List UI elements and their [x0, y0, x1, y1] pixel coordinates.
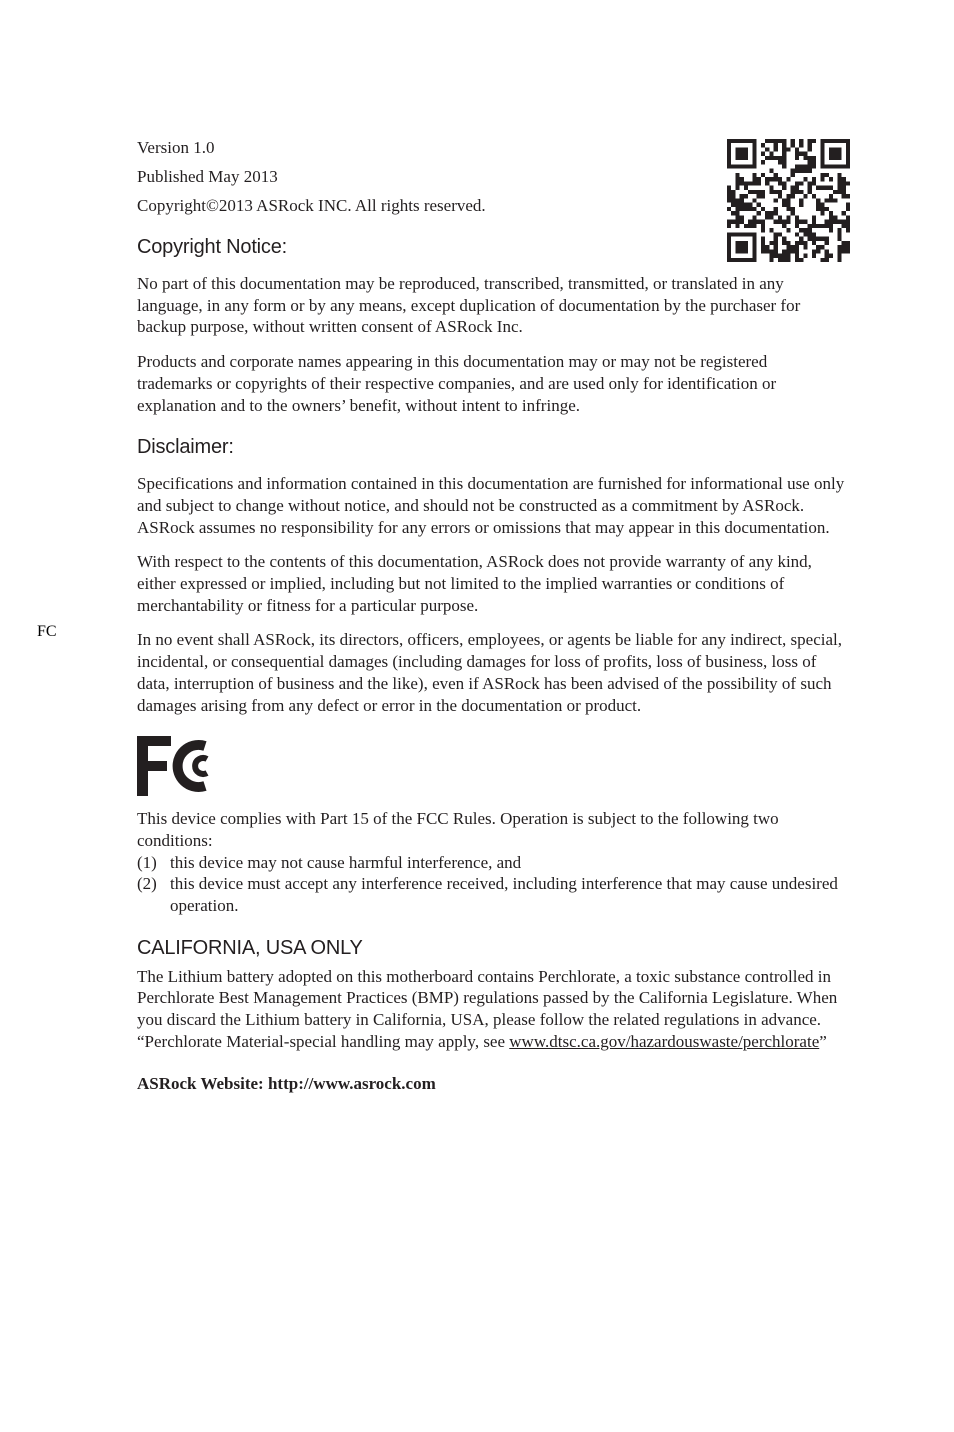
- california-heading: CALIFORNIA, USA ONLY: [137, 936, 363, 959]
- copyright-line: Copyright©2013 ASRock INC. All rights reserved.: [137, 196, 486, 215]
- fcc-logo-icon: [37, 623, 219, 796]
- disclaimer-paragraph: Specifications and information contained in this documentation are furnished for informational use only and subject to change without notice, and should not be constructed as a commitment by ASRock. ASRock assumes no responsibility for any errors or omissions that may appear in this documentation.: [137, 474, 845, 537]
- condition-number: (2): [137, 874, 157, 894]
- perchlorate-prefix: “Perchlorate Material-special handling may apply, see: [137, 1031, 510, 1051]
- condition-text: this device must accept any interference received, including interference that may cause undesired operation.: [170, 874, 838, 916]
- disclaimer-paragraph: In no event shall ASRock, its directors, officers, employees, or agents be liable for any indirect, special, incidental, or consequential damages (including damages for loss of profits, loss of business, loss of data, interruption of business and the like), even if ASRock has been advised of the possibility of such damages arising from any defect or error in the documentation or product.: [137, 630, 842, 715]
- disclaimer-paragraph: With respect to the contents of this documentation, ASRock does not provide warranty of any kind, either expressed or implied, including but not limited to the implied warranties or conditions of merchantability or fitness for a particular purpose.: [137, 552, 812, 615]
- condition-number: (1): [137, 852, 157, 872]
- copyright-notice-paragraph: No part of this documentation may be reproduced, transcribed, transmitted, or translated in any language, in any form or by any means, except duplication of documentation by the purchaser for backup purpose, without written consent of ASRock Inc.: [137, 274, 801, 337]
- perchlorate-suffix: ”: [819, 1031, 827, 1051]
- fcc-logo-text: FC: [37, 623, 57, 641]
- asrock-website: ASRock Website: http://www.asrock.com: [137, 1073, 436, 1093]
- document-page: [37, 133, 845, 1095]
- fcc-intro: This device complies with Part 15 of the FCC Rules. Operation is subject to the following two conditions:: [137, 809, 779, 850]
- list-item: [137, 852, 845, 874]
- copyright-notice-heading: Copyright Notice:: [137, 236, 287, 258]
- published-date: Published May 2013: [137, 167, 278, 186]
- perchlorate-link[interactable]: www.dtsc.ca.gov/hazardouswaste/perchlorate: [509, 1031, 820, 1051]
- california-body: The Lithium battery adopted on this motherboard contains Perchlorate, a toxic substance controlled in Perchlorate Best Management Practices (BMP) regulations passed by the California Legislature. When you discard the Lithium battery in California, USA, please follow the related regulations in advance.: [137, 966, 838, 1030]
- disclaimer-heading: Disclaimer:: [137, 436, 234, 459]
- condition-text: this device may not cause harmful interference, and: [170, 852, 522, 872]
- version-text: Version 1.0: [137, 138, 215, 157]
- fcc-conditions-list: [137, 852, 845, 917]
- perchlorate-notice: [137, 1031, 845, 1053]
- copyright-notice-paragraph: Products and corporate names appearing in this documentation may or may not be registered trademarks or copyrights of their respective companies, and are used only for identification or explanation and to the owners’ benefit, without intent to infringe.: [137, 352, 777, 415]
- list-item: [137, 873, 845, 916]
